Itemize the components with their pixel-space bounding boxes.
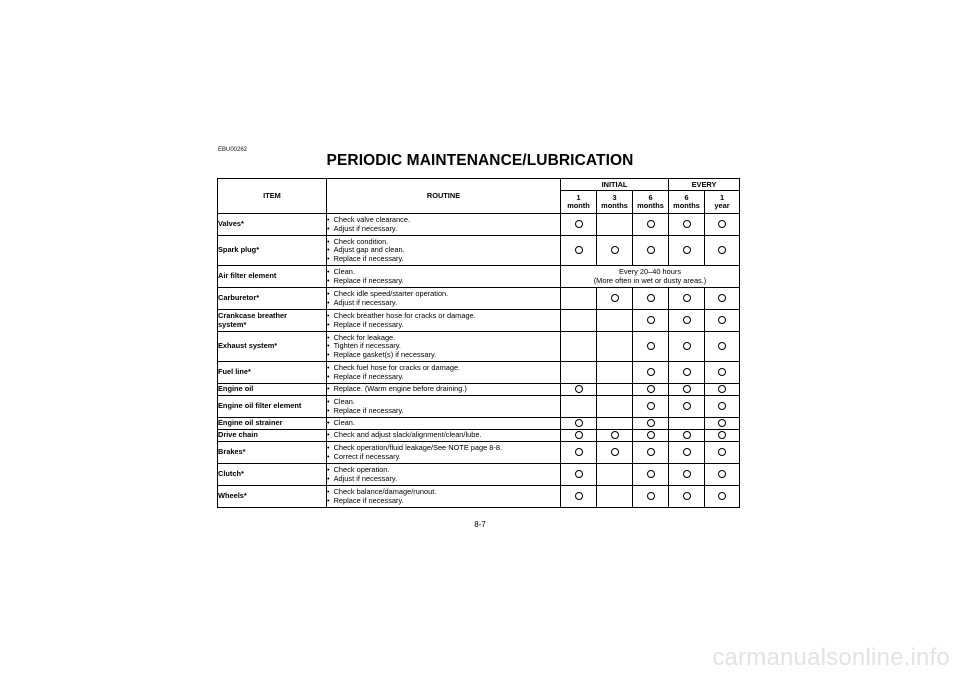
routine-step: • Replace if necessary. [327, 497, 560, 505]
routine-step: • Check valve clearance. [327, 216, 560, 224]
interval-cell [705, 486, 740, 508]
routine-step: • Check balance/damage/runout. [327, 488, 560, 496]
initial-column-header: INITIAL [561, 179, 669, 191]
document-code: EBU00262 [218, 147, 248, 153]
routine-step: • Replace gasket(s) if necessary. [327, 351, 560, 359]
interval-cell [669, 384, 705, 396]
routine-step: • Tighten if necessary. [327, 342, 560, 350]
interval-cell [561, 396, 597, 418]
interval-cell [633, 362, 669, 384]
item-column-header: ITEM [218, 179, 327, 214]
interval-cell [705, 236, 740, 266]
routine-step: • Check condition. [327, 238, 560, 246]
interval-cell [705, 310, 740, 332]
table-row [218, 464, 740, 486]
table-row [218, 214, 740, 236]
service-mark-icon [575, 385, 583, 393]
item-cell: Carburetor* [218, 288, 327, 310]
interval-cell [669, 418, 705, 430]
service-mark-icon [575, 448, 583, 456]
interval-cell [705, 362, 740, 384]
table-row [218, 430, 740, 442]
interval-cell [633, 214, 669, 236]
item-cell: Drive chain [218, 430, 327, 442]
service-mark-icon [683, 470, 691, 478]
service-mark-icon [718, 220, 726, 228]
interval-cell [597, 396, 633, 418]
service-mark-icon [718, 342, 726, 350]
interval-cell [705, 430, 740, 442]
interval-cell [561, 442, 597, 464]
interval-cell [561, 236, 597, 266]
interval-header: 1 month [561, 191, 597, 214]
service-mark-icon [683, 402, 691, 410]
service-mark-icon [647, 419, 655, 427]
table-row [218, 332, 740, 362]
service-mark-icon [683, 492, 691, 500]
interval-cell [705, 384, 740, 396]
routine-step: • Adjust gap and clean. [327, 246, 560, 254]
interval-header: 3 months [597, 191, 633, 214]
interval-cell [597, 430, 633, 442]
routine-step: • Replace if necessary. [327, 407, 560, 415]
item-cell: Exhaust system* [218, 332, 327, 362]
maintenance-table-body [218, 214, 740, 508]
item-cell: Engine oil strainer [218, 418, 327, 430]
service-mark-icon [718, 368, 726, 376]
interval-cell [561, 214, 597, 236]
service-mark-icon [718, 316, 726, 324]
service-mark-icon [647, 316, 655, 324]
routine-step: • Check operation. [327, 466, 560, 474]
interval-cell [633, 332, 669, 362]
interval-cell [705, 332, 740, 362]
service-mark-icon [683, 368, 691, 376]
table-row [218, 362, 740, 384]
service-mark-icon [683, 294, 691, 302]
routine-step: • Replace if necessary. [327, 277, 560, 285]
routine-step: • Adjust if necessary. [327, 225, 560, 233]
table-row [218, 418, 740, 430]
service-mark-icon [718, 448, 726, 456]
service-mark-icon [718, 470, 726, 478]
service-mark-icon [647, 402, 655, 410]
routine-step: • Clean. [327, 419, 560, 427]
service-mark-icon [647, 294, 655, 302]
table-row [218, 384, 740, 396]
service-mark-icon [611, 294, 619, 302]
interval-cell [669, 486, 705, 508]
interval-cell [669, 332, 705, 362]
service-mark-icon [718, 385, 726, 393]
page-number: 8-7 [474, 520, 486, 529]
interval-cell [669, 288, 705, 310]
interval-cell [597, 384, 633, 396]
service-mark-icon [647, 246, 655, 254]
item-cell: Valves* [218, 214, 327, 236]
routine-cell [327, 384, 561, 396]
table-row [218, 236, 740, 266]
routine-step: • Check fuel hose for cracks or damage. [327, 364, 560, 372]
interval-cell [597, 418, 633, 430]
interval-cell [561, 310, 597, 332]
interval-cell [633, 396, 669, 418]
interval-cell [705, 418, 740, 430]
routine-cell [327, 310, 561, 332]
interval-header: 6 months [633, 191, 669, 214]
item-cell: Wheels* [218, 486, 327, 508]
interval-cell [561, 384, 597, 396]
page-title: PERIODIC MAINTENANCE/LUBRICATION [326, 152, 634, 169]
service-mark-icon [718, 419, 726, 427]
service-mark-icon [575, 470, 583, 478]
interval-cell [669, 464, 705, 486]
interval-cell [669, 396, 705, 418]
item-cell: Air filter element [218, 266, 327, 288]
interval-header: 1 year [705, 191, 740, 214]
routine-step: • Check operation/fluid leakage/See NOTE page 8-8. [327, 444, 560, 452]
routine-cell [327, 236, 561, 266]
routine-cell [327, 418, 561, 430]
service-mark-icon [683, 431, 691, 439]
service-mark-icon [647, 470, 655, 478]
interval-cell [597, 464, 633, 486]
item-cell: Brakes* [218, 442, 327, 464]
routine-step: • Replace. (Warm engine before draining.) [327, 385, 560, 393]
service-mark-icon [647, 385, 655, 393]
interval-cell [633, 288, 669, 310]
interval-cell [669, 430, 705, 442]
service-mark-icon [718, 492, 726, 500]
routine-step: • Replace if necessary. [327, 373, 560, 381]
service-mark-icon [611, 431, 619, 439]
service-mark-icon [575, 220, 583, 228]
routine-cell [327, 486, 561, 508]
interval-cell [597, 332, 633, 362]
routine-step: • Check for leakage. [327, 334, 560, 342]
routine-cell [327, 464, 561, 486]
service-mark-icon [647, 220, 655, 228]
routine-cell [327, 396, 561, 418]
routine-step: • Adjust if necessary. [327, 299, 560, 307]
routine-column-header: ROUTINE [327, 179, 561, 214]
routine-step: • Check and adjust slack/alignment/clean/lube. [327, 431, 560, 439]
service-mark-icon [647, 492, 655, 500]
routine-step: • Check breather hose for cracks or damage. [327, 312, 560, 320]
item-cell: Engine oil [218, 384, 327, 396]
table-row [218, 288, 740, 310]
routine-cell [327, 442, 561, 464]
interval-cell [561, 430, 597, 442]
service-mark-icon [683, 246, 691, 254]
interval-cell [561, 464, 597, 486]
routine-cell [327, 214, 561, 236]
interval-cell [669, 362, 705, 384]
interval-cell [597, 236, 633, 266]
service-mark-icon [647, 368, 655, 376]
routine-cell [327, 266, 561, 288]
table-row [218, 486, 740, 508]
interval-cell [633, 418, 669, 430]
interval-cell [597, 310, 633, 332]
interval-cell [705, 214, 740, 236]
every-column-header: EVERY [669, 179, 740, 191]
service-mark-icon [575, 419, 583, 427]
interval-cell [705, 396, 740, 418]
routine-step: • Check idle speed/starter operation. [327, 290, 560, 298]
service-mark-icon [611, 448, 619, 456]
interval-cell [597, 362, 633, 384]
interval-cell [705, 464, 740, 486]
service-mark-icon [718, 294, 726, 302]
routine-step: • Replace if necessary. [327, 255, 560, 263]
interval-cell [669, 310, 705, 332]
interval-cell [597, 288, 633, 310]
service-mark-icon [683, 342, 691, 350]
interval-cell [561, 486, 597, 508]
service-mark-icon [683, 220, 691, 228]
interval-cell [669, 214, 705, 236]
table-row [218, 442, 740, 464]
routine-step: • Replace if necessary. [327, 321, 560, 329]
interval-cell [561, 362, 597, 384]
service-mark-icon [683, 448, 691, 456]
interval-cell [669, 442, 705, 464]
interval-cell [597, 442, 633, 464]
service-mark-icon [647, 448, 655, 456]
item-cell: Engine oil filter element [218, 396, 327, 418]
routine-cell [327, 430, 561, 442]
item-cell: Fuel line* [218, 362, 327, 384]
interval-note: Every 20–40 hours (More often in wet or dusty areas.) [561, 266, 740, 288]
service-mark-icon [647, 342, 655, 350]
routine-cell [327, 332, 561, 362]
routine-step: • Correct if necessary. [327, 453, 560, 461]
item-cell: Spark plug* [218, 236, 327, 266]
service-mark-icon [683, 385, 691, 393]
service-mark-icon [575, 246, 583, 254]
table-row [218, 396, 740, 418]
interval-cell [633, 384, 669, 396]
interval-cell [633, 486, 669, 508]
interval-header: 6 months [669, 191, 705, 214]
interval-cell [669, 236, 705, 266]
interval-cell [597, 214, 633, 236]
interval-cell [633, 430, 669, 442]
routine-step: • Clean. [327, 398, 560, 406]
interval-cell [633, 442, 669, 464]
service-mark-icon [718, 402, 726, 410]
interval-cell [561, 332, 597, 362]
interval-cell [705, 442, 740, 464]
service-mark-icon [718, 431, 726, 439]
maintenance-table [217, 178, 740, 508]
service-mark-icon [611, 246, 619, 254]
item-cell: Clutch* [218, 464, 327, 486]
interval-cell [561, 288, 597, 310]
interval-cell [633, 236, 669, 266]
routine-cell [327, 288, 561, 310]
interval-cell [561, 418, 597, 430]
service-mark-icon [575, 431, 583, 439]
interval-cell [597, 486, 633, 508]
interval-cell [633, 464, 669, 486]
routine-cell [327, 362, 561, 384]
interval-cell [705, 288, 740, 310]
service-mark-icon [575, 492, 583, 500]
table-row [218, 310, 740, 332]
watermark: carmanualsonline.info [712, 644, 950, 671]
service-mark-icon [647, 431, 655, 439]
service-mark-icon [683, 316, 691, 324]
routine-step: • Adjust if necessary. [327, 475, 560, 483]
item-cell: Crankcase breather system* [218, 310, 327, 332]
interval-cell [633, 310, 669, 332]
service-mark-icon [718, 246, 726, 254]
routine-step: • Clean. [327, 268, 560, 276]
table-row [218, 266, 740, 288]
